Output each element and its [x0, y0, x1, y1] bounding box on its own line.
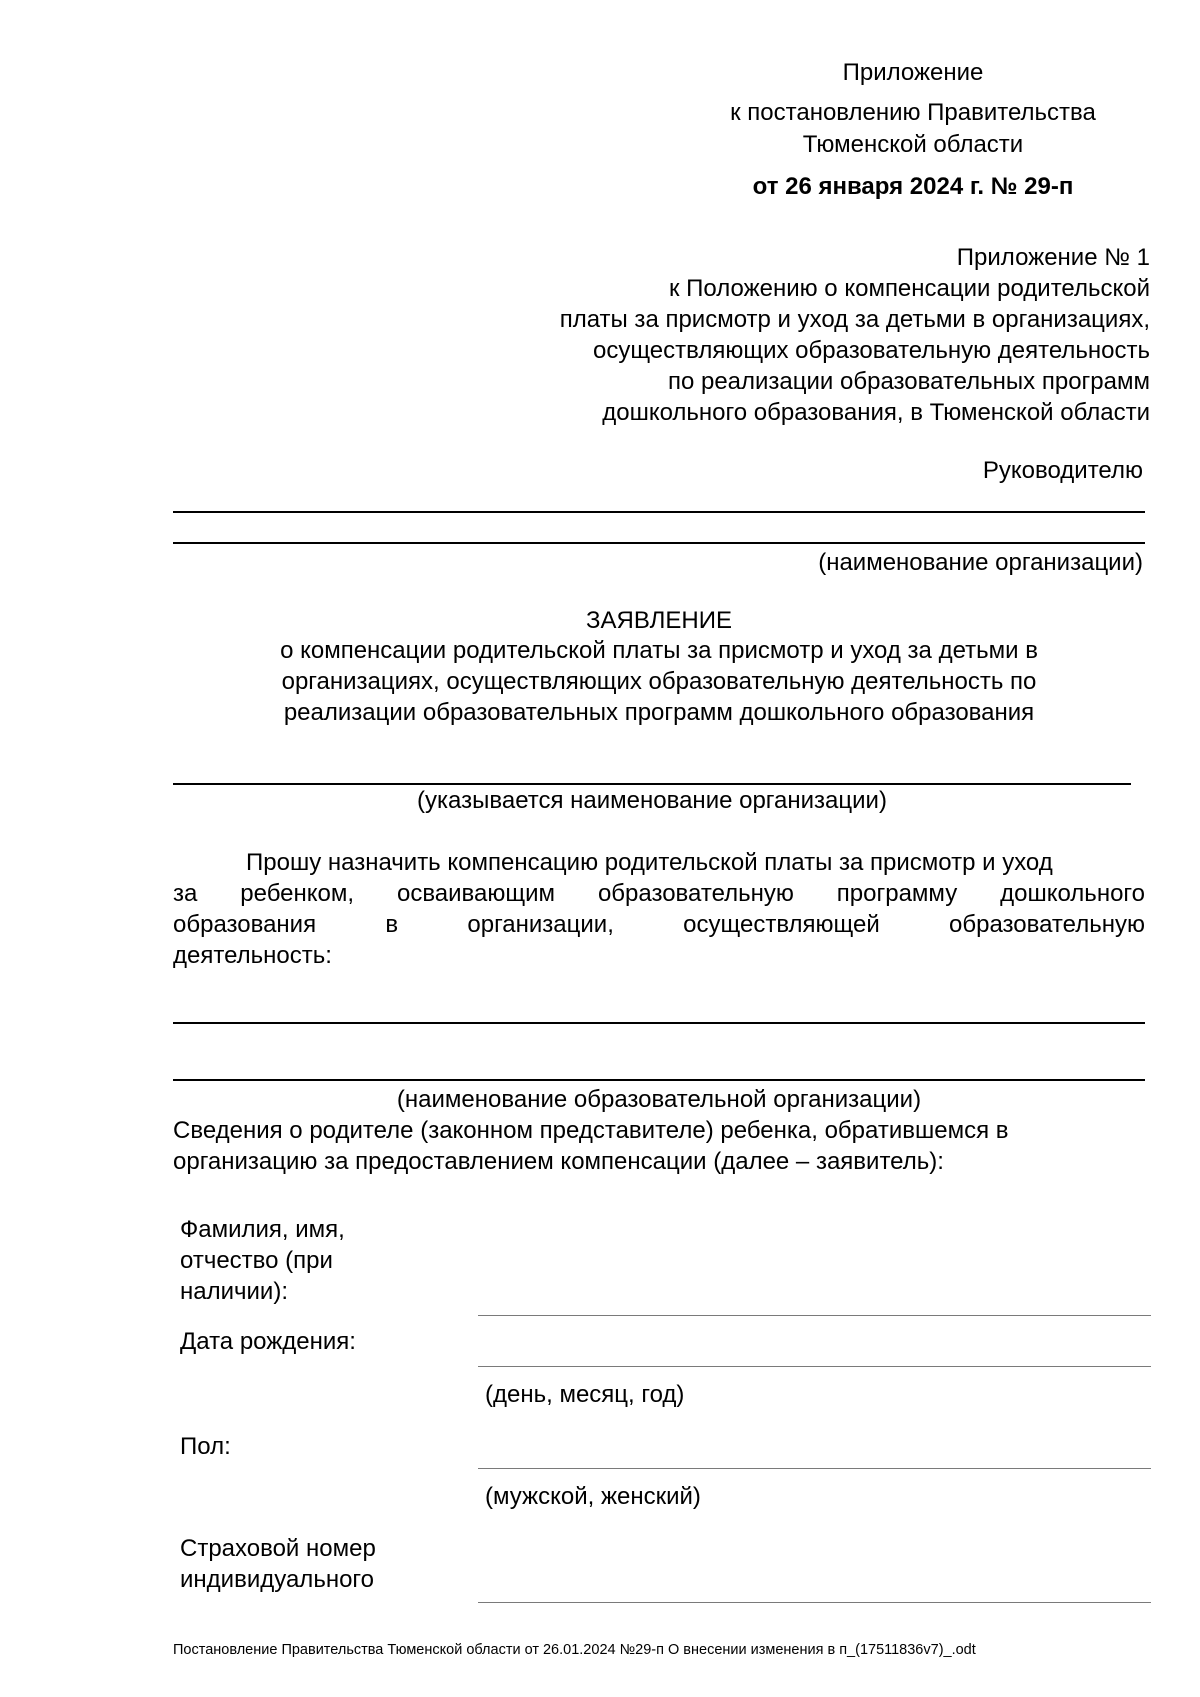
fio-label-line-2: отчество (при [180, 1247, 333, 1274]
request-line-1: Прошу назначить компенсацию родительской платы за присмотр и уход [246, 849, 1053, 876]
organization-name-line[interactable] [173, 783, 1131, 785]
request-line-3-word: в [385, 911, 399, 938]
annex-title: Приложение № 1 [956, 244, 1150, 271]
applicant-intro-line-1: Сведения о родителе (законном представителе) ребенка, обратившемся в [173, 1117, 1009, 1144]
statement-title: ЗАЯВЛЕНИЕ [586, 607, 732, 634]
fio-field[interactable] [478, 1315, 1151, 1316]
addressee-line-2[interactable] [173, 542, 1145, 544]
fio-label-line-3: наличии): [180, 1278, 288, 1305]
snils-label-line-1: Страховой номер [180, 1535, 376, 1562]
annex-line-3: осуществляющих образовательную деятельность [592, 337, 1150, 364]
addressee-line-1[interactable] [173, 511, 1145, 513]
document-footer: Постановление Правительства Тюменской области от 26.01.2024 №29-п О внесении изменения в п_(17511836v7)_.odt [173, 1642, 976, 1658]
snils-field[interactable] [478, 1602, 1151, 1603]
request-line-3-word: осуществляющей [683, 911, 880, 938]
snils-label-line-2: индивидуального [180, 1566, 374, 1593]
edu-org-line-2[interactable] [173, 1079, 1145, 1081]
request-line-4: деятельность: [173, 942, 332, 969]
birth-date-hint: (день, месяц, год) [485, 1381, 685, 1408]
birth-date-field[interactable] [478, 1366, 1151, 1367]
request-line-2-word: дошкольного [1000, 880, 1145, 907]
request-line-2-word: за [173, 880, 198, 907]
request-line-2-word: ребенком, [240, 880, 355, 907]
statement-subtitle-line-1: о компенсации родительской платы за присмотр и уход за детьми в [280, 637, 1038, 664]
request-line-3-word: организации, [467, 911, 614, 938]
resolution-line-1: к постановлению Правительства [730, 99, 1096, 126]
request-line-2-word: осваивающим [396, 880, 556, 907]
request-line-3-word: образовательную [949, 911, 1145, 938]
organization-name-caption: (указывается наименование организации) [417, 787, 887, 814]
edu-org-line-1[interactable] [173, 1022, 1145, 1024]
resolution-line-2: Тюменской области [802, 131, 1024, 158]
annex-line-2: платы за присмотр и уход за детьми в организациях, [559, 306, 1150, 333]
sex-field[interactable] [478, 1468, 1151, 1469]
request-line-2-word: образовательную [597, 880, 794, 907]
request-line-2-word: программу [836, 880, 958, 907]
resolution-date: от 26 января 2024 г. № 29-п [752, 173, 1074, 200]
edu-org-caption: (наименование образовательной организации) [396, 1086, 922, 1113]
statement-subtitle-line-3: реализации образовательных программ дошкольного образования [283, 699, 1035, 726]
addressee-to: Руководителю [982, 457, 1143, 484]
annex-line-1: к Положению о компенсации родительской [668, 275, 1150, 302]
birth-date-label: Дата рождения: [180, 1328, 356, 1355]
annex-line-5: дошкольного образования, в Тюменской области [602, 399, 1150, 426]
request-line-3-word: образования [173, 911, 317, 938]
request-line-2 [173, 879, 1145, 908]
fio-label-line-1: Фамилия, имя, [180, 1216, 345, 1243]
applicant-intro-line-2: организацию за предоставлением компенсации (далее – заявитель): [173, 1148, 944, 1175]
annex-line-4: по реализации образовательных программ [667, 368, 1150, 395]
request-line-3 [173, 910, 1145, 939]
sex-hint: (мужской, женский) [485, 1483, 701, 1510]
statement-subtitle-line-2: организациях, осуществляющих образовательную деятельность по [281, 668, 1037, 695]
addressee-org-caption: (наименование организации) [818, 549, 1143, 576]
appendix-title: Приложение [842, 59, 984, 86]
sex-label: Пол: [180, 1433, 231, 1460]
